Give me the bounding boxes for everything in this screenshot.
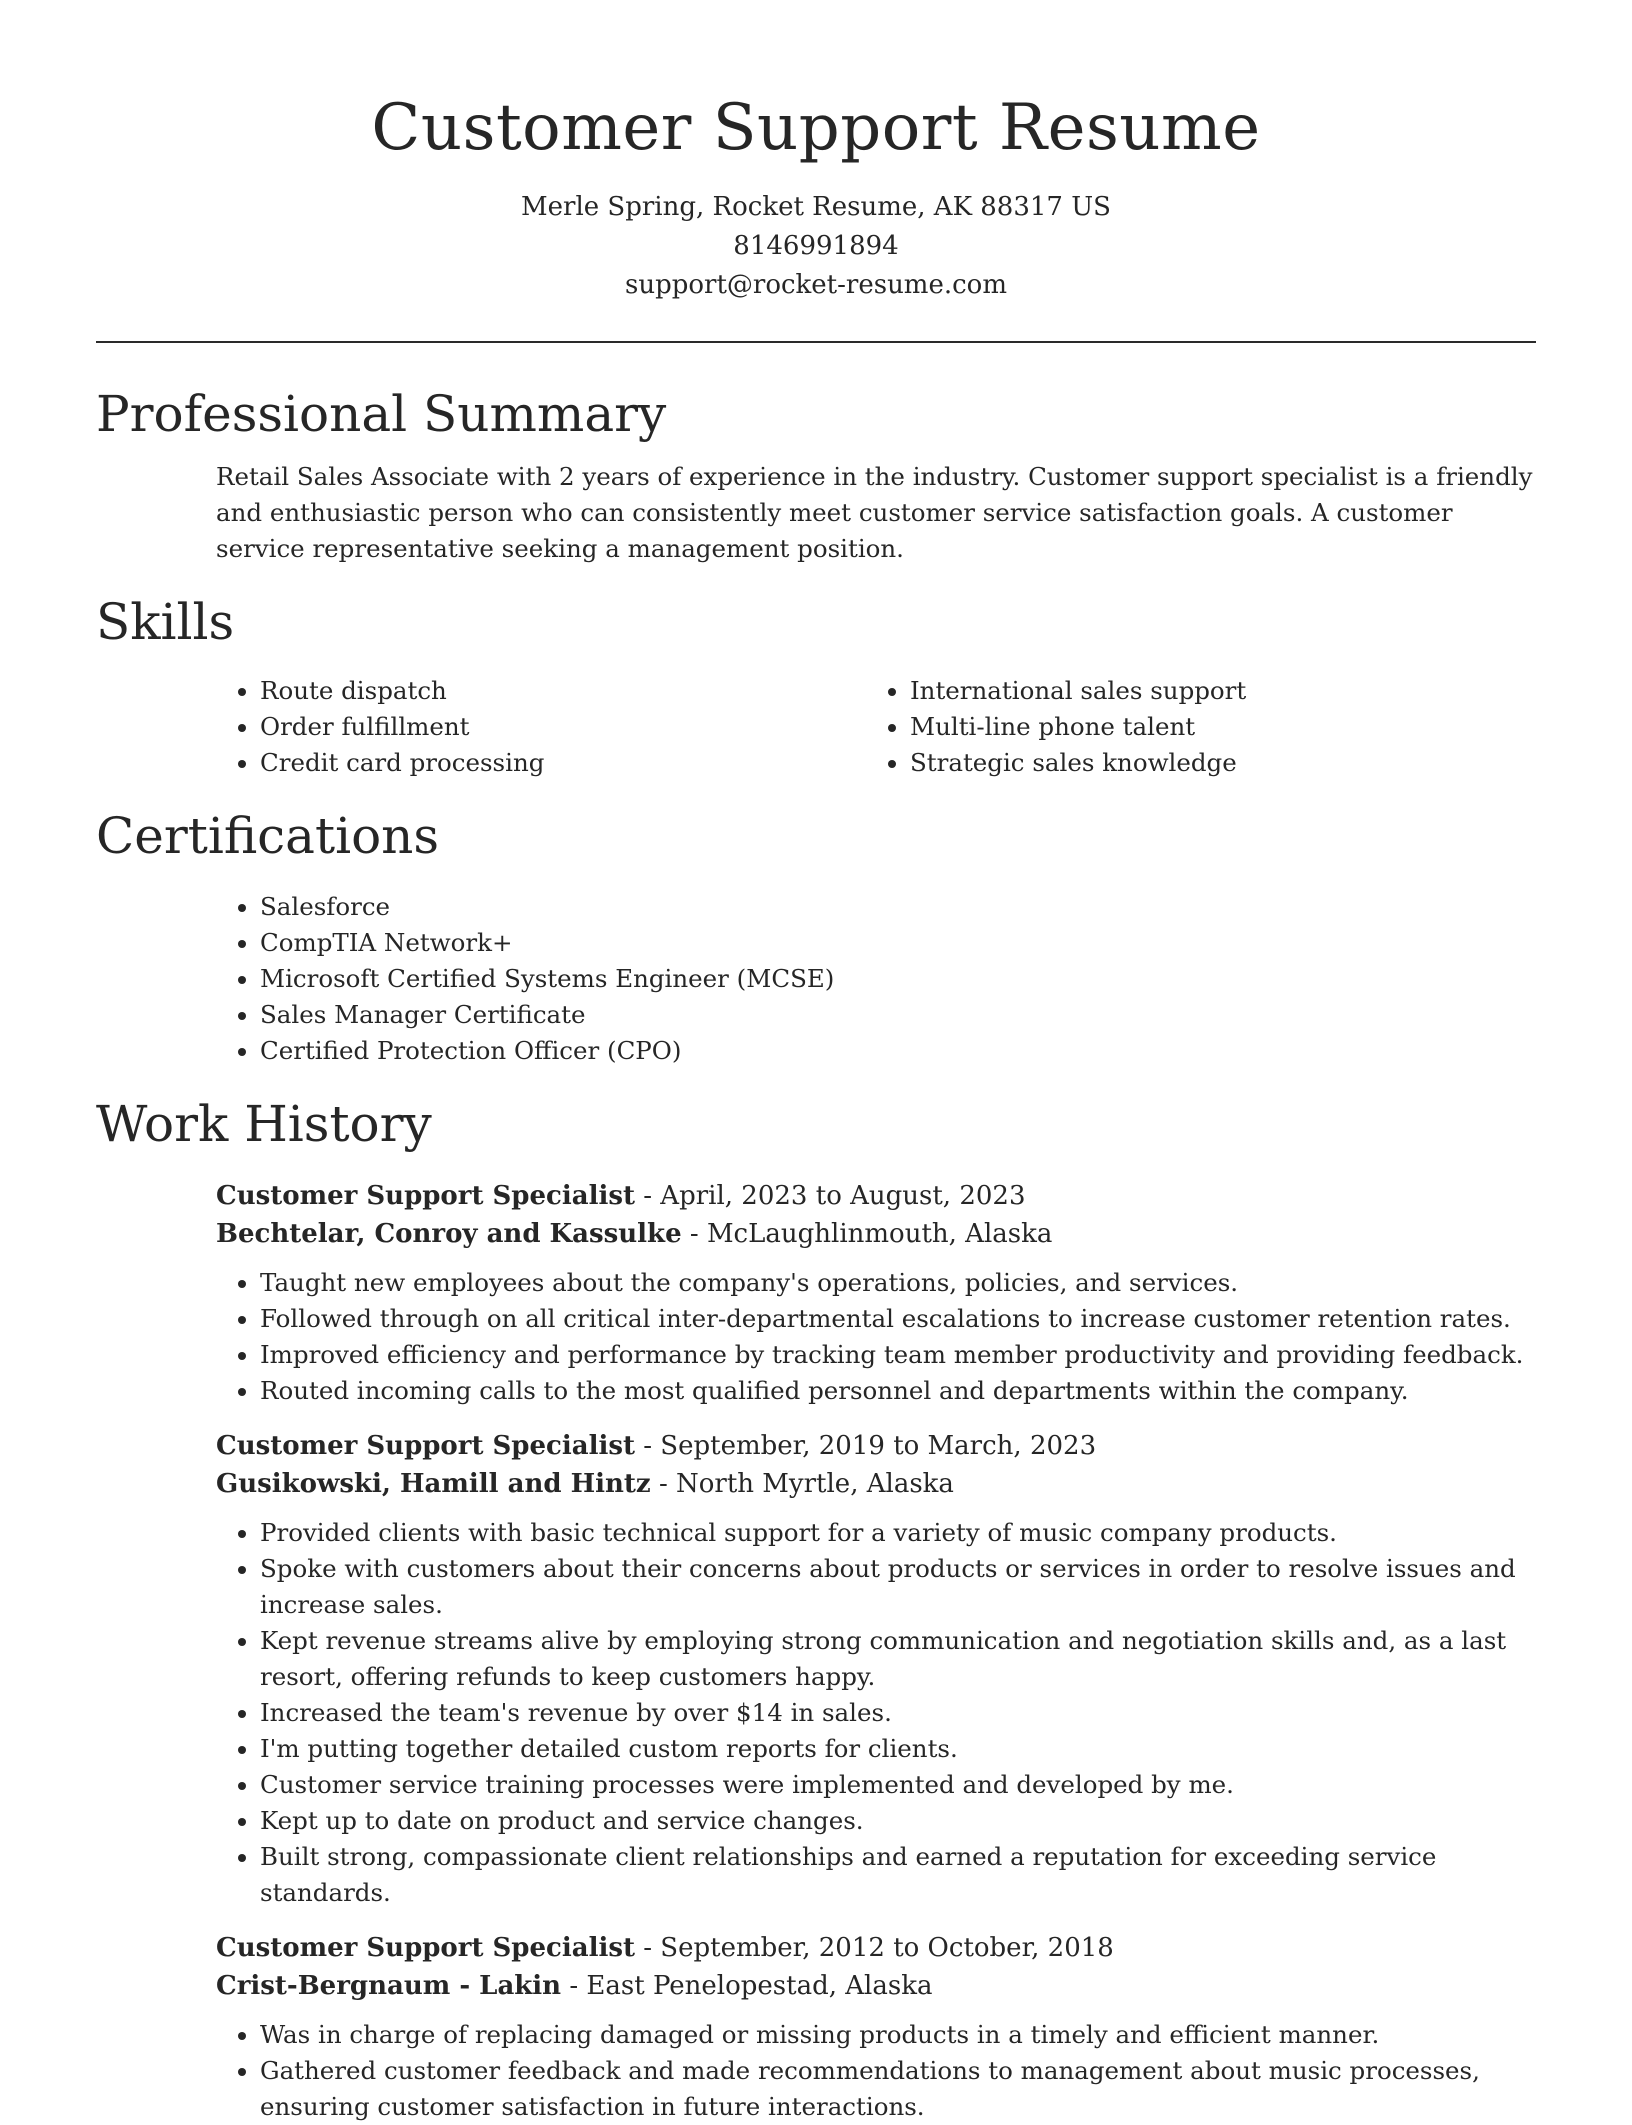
job-bullet: • Provided clients with basic technical support for a variety of music company products. bbox=[260, 1515, 1536, 1551]
skill-item: • Multi-line phone talent bbox=[910, 709, 1536, 745]
job-title-line bbox=[216, 1929, 1536, 1967]
job-title-line bbox=[216, 1177, 1536, 1215]
skill-item: • Order fulfillment bbox=[260, 709, 746, 745]
job-bullet: • Followed through on all critical inter-departmental escalations to increase customer retention rates. bbox=[260, 1301, 1536, 1337]
certifications-heading: Certifications bbox=[96, 807, 440, 865]
certification-item: • CompTIA Network+ bbox=[260, 925, 1536, 961]
job-entry bbox=[216, 1427, 1536, 1911]
certifications-list bbox=[96, 889, 1536, 1069]
job-bullet: • I'm putting together detailed custom reports for clients. bbox=[260, 1731, 1536, 1767]
job-bullet: • Taught new employees about the company's operations, policies, and services. bbox=[260, 1265, 1536, 1301]
job-title: Customer Support Specialist bbox=[216, 1933, 635, 1963]
job-bullet: • Kept up to date on product and service changes. bbox=[260, 1803, 1536, 1839]
job-company: Gusikowski, Hamill and Hintz bbox=[216, 1469, 651, 1499]
skill-item: • Route dispatch bbox=[260, 673, 746, 709]
job-entry bbox=[216, 1929, 1536, 2125]
skills-heading: Skills bbox=[96, 593, 235, 651]
job-title: Customer Support Specialist bbox=[216, 1181, 635, 1211]
job-title: Customer Support Specialist bbox=[216, 1431, 635, 1461]
job-bullet: • Customer service training processes were implemented and developed by me. bbox=[260, 1767, 1536, 1803]
certification-item: • Certified Protection Officer (CPO) bbox=[260, 1033, 1536, 1069]
job-bullet: • Built strong, compassionate client relationships and earned a reputation for exceeding service standards. bbox=[260, 1839, 1536, 1911]
job-dates: - September, 2012 to October, 2018 bbox=[634, 1933, 1114, 1963]
job-location: - East Penelopestad, Alaska bbox=[561, 1971, 933, 2001]
header-divider bbox=[96, 341, 1536, 343]
skill-item: • International sales support bbox=[910, 673, 1536, 709]
job-location: - North Myrtle, Alaska bbox=[650, 1469, 954, 1499]
skills-list-right bbox=[746, 673, 1536, 781]
job-bullet: • Spoke with customers about their concerns about products or services in order to resolve issues and increase sales. bbox=[260, 1551, 1536, 1623]
job-bullet: • Improved efficiency and performance by tracking team member productivity and providing feedback. bbox=[260, 1337, 1536, 1373]
job-bullets bbox=[96, 1265, 1536, 1409]
job-dates: - September, 2019 to March, 2023 bbox=[634, 1431, 1097, 1461]
resume-header bbox=[96, 0, 1536, 305]
resume-page bbox=[96, 0, 1536, 2125]
skills-columns bbox=[96, 673, 1536, 781]
resume-title: Customer Support Resume bbox=[371, 91, 1261, 165]
job-location: - McLaughlinmouth, Alaska bbox=[681, 1219, 1053, 1249]
certification-item: • Sales Manager Certificate bbox=[260, 997, 1536, 1033]
job-bullet: • Gathered customer feedback and made recommendations to management about music processes, ensuring customer satisfaction in future interactions. bbox=[260, 2053, 1536, 2125]
job-bullet: • Routed incoming calls to the most qualified personnel and departments within the company. bbox=[260, 1373, 1536, 1409]
contact-phone: 8146991894 bbox=[733, 231, 899, 261]
job-bullet: • Was in charge of replacing damaged or missing products in a timely and efficient manner. bbox=[260, 2017, 1536, 2053]
job-bullet: • Kept revenue streams alive by employing strong communication and negotiation skills and, as a last resort, offering refunds to keep customers happy. bbox=[260, 1623, 1536, 1695]
job-company: Crist-Bergnaum - Lakin bbox=[216, 1971, 562, 2001]
skill-item: • Credit card processing bbox=[260, 745, 746, 781]
certification-item: • Microsoft Certified Systems Engineer (MCSE) bbox=[260, 961, 1536, 997]
certification-item: • Salesforce bbox=[260, 889, 1536, 925]
job-bullet: • Increased the team's revenue by over $14 in sales. bbox=[260, 1695, 1536, 1731]
contact-email: support@rocket-resume.com bbox=[624, 270, 1007, 300]
job-company-line bbox=[216, 1967, 1536, 2005]
job-company-line bbox=[216, 1465, 1536, 1503]
job-dates: - April, 2023 to August, 2023 bbox=[634, 1181, 1026, 1211]
work-history-heading: Work History bbox=[96, 1095, 432, 1153]
job-bullets bbox=[96, 1515, 1536, 1911]
contact-address: Merle Spring, Rocket Resume, AK 88317 US bbox=[521, 192, 1111, 222]
summary-heading: Professional Summary bbox=[96, 385, 667, 443]
job-company-line bbox=[216, 1215, 1536, 1253]
job-entry bbox=[216, 1177, 1536, 1409]
job-title-line bbox=[216, 1427, 1536, 1465]
summary-text: Retail Sales Associate with 2 years of experience in the industry. Customer support specialist is a friendly and enthusiastic person who can consistently meet customer service satisfaction goals. A customer service representative seeking a management position. bbox=[216, 462, 1533, 563]
skill-item: • Strategic sales knowledge bbox=[910, 745, 1536, 781]
skills-list-left bbox=[96, 673, 746, 781]
job-company: Bechtelar, Conroy and Kassulke bbox=[216, 1219, 682, 1249]
job-bullets bbox=[96, 2017, 1536, 2125]
